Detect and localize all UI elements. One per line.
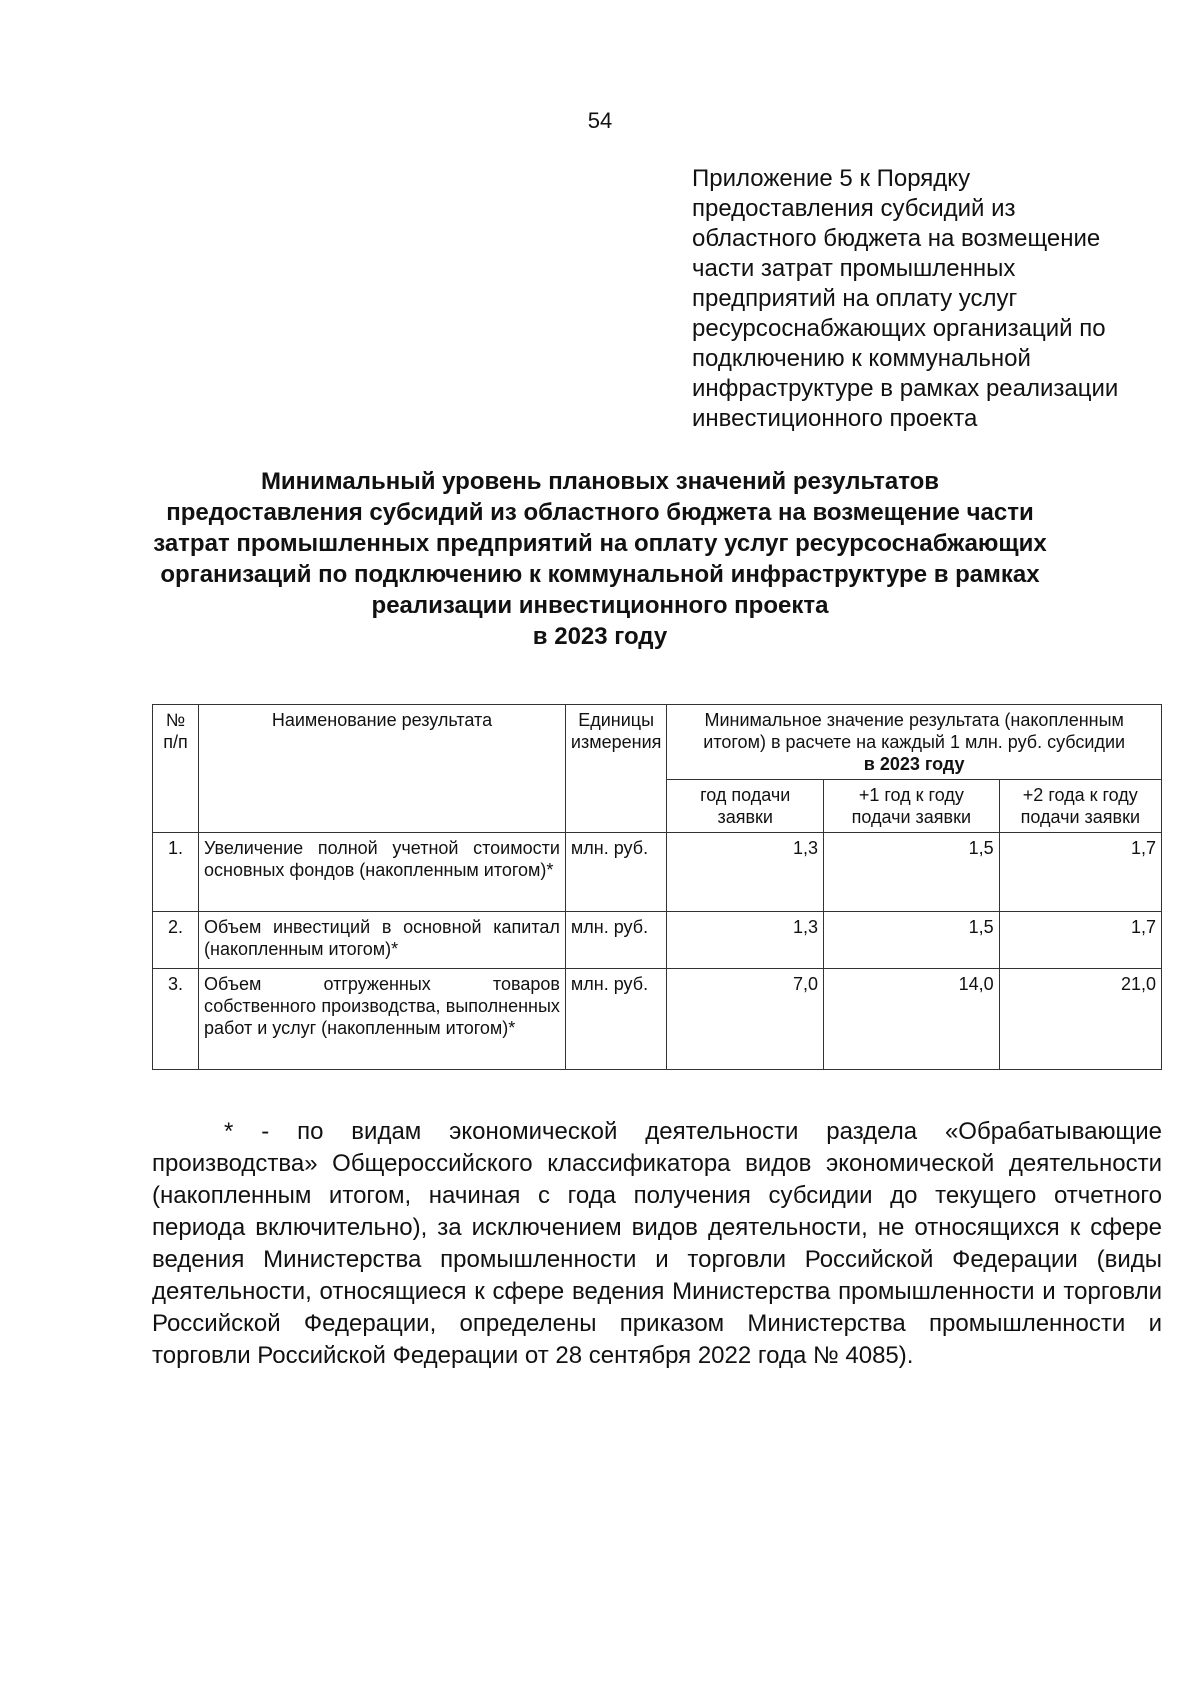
table-row — [153, 969, 1162, 1070]
row-value-1: 7,0 — [667, 969, 824, 1070]
appendix-note — [692, 164, 1162, 434]
row-value-3: 1,7 — [999, 912, 1161, 969]
header-group — [667, 705, 1162, 780]
appendix-line: инвестиционного проекта — [692, 405, 978, 432]
header-unit: Единицы измерения — [565, 705, 666, 833]
footnote: * - по видам экономической деятельности раздела «Обрабатывающие производства» Общероссийского классификатора видов экономической деятельности (накопленным итогом, начиная с года получения субсидии до текущего отчетного периода включительно), за исключением видов деятельности, не относящихся к сфере ведения Министерства промышленности и торговли Российской Федерации (виды деятельности, относящиеся к сфере ведения Министерства промышленности и торговли Российской Федерации, определены приказом Министерства промышленности и торговли Российской Федерации от 28 сентября 2022 года № 4085). — [152, 1118, 1162, 1369]
appendix-line: предоставления субсидий из — [692, 195, 1016, 222]
appendix-line: подключению к коммунальной — [692, 345, 1031, 372]
page-number: 54 — [587, 108, 613, 133]
title-line: Минимальный уровень плановых значений результатов — [260, 468, 940, 495]
row-num: 3. — [153, 969, 199, 1070]
appendix-line: предприятий на оплату услуг — [692, 285, 1018, 312]
title-line: в 2023 году — [532, 623, 668, 650]
results-table — [152, 704, 1162, 1070]
header-sub-2: +1 год к году подачи заявки — [824, 780, 1000, 833]
appendix-line: инфраструктуре в рамках реализации — [692, 375, 1119, 402]
title-line: предоставления субсидий из областного бюджета на возмещение части — [166, 499, 1034, 526]
appendix-line: части затрат промышленных — [692, 255, 1016, 282]
table-header-row — [153, 705, 1162, 780]
title-line: реализации инвестиционного проекта — [371, 592, 829, 619]
row-name: Увеличение полной учетной стоимости основных фондов (накопленным итогом)* — [199, 833, 566, 912]
row-name: Объем отгруженных товаров собственного производства, выполненных работ и услуг (накопленным итогом)* — [199, 969, 566, 1070]
header-name: Наименование результата — [199, 705, 566, 833]
row-unit: млн. руб. — [565, 912, 666, 969]
title-line: организаций по подключению к коммунальной инфраструктуре в рамках — [160, 561, 1040, 588]
row-value-2: 1,5 — [824, 912, 1000, 969]
appendix-line: ресурсоснабжающих организаций по — [692, 315, 1106, 342]
header-sub-1: год подачи заявки — [667, 780, 824, 833]
appendix-line: Приложение 5 к Порядку — [692, 165, 971, 192]
appendix-line: областного бюджета на возмещение — [692, 225, 1101, 252]
row-unit: млн. руб. — [565, 969, 666, 1070]
table-row — [153, 833, 1162, 912]
row-value-3: 1,7 — [999, 833, 1161, 912]
row-value-1: 1,3 — [667, 833, 824, 912]
row-value-3: 21,0 — [999, 969, 1161, 1070]
row-num: 2. — [153, 912, 199, 969]
row-name: Объем инвестиций в основной капитал (накопленным итогом)* — [199, 912, 566, 969]
row-value-2: 1,5 — [824, 833, 1000, 912]
title-line: затрат промышленных предприятий на оплату услуг ресурсоснабжающих — [153, 530, 1047, 557]
header-group-text: Минимальное значение результата (накопленным итогом) в расчете на каждый 1 млн. руб. субсидии — [703, 710, 1126, 752]
table-row — [153, 912, 1162, 969]
header-group-year: в 2023 году — [863, 754, 965, 774]
row-value-1: 1,3 — [667, 912, 824, 969]
row-unit: млн. руб. — [565, 833, 666, 912]
header-num: № п/п — [153, 705, 199, 833]
document-title — [150, 466, 1050, 652]
header-sub-3: +2 года к году подачи заявки — [999, 780, 1161, 833]
row-value-2: 14,0 — [824, 969, 1000, 1070]
row-num: 1. — [153, 833, 199, 912]
